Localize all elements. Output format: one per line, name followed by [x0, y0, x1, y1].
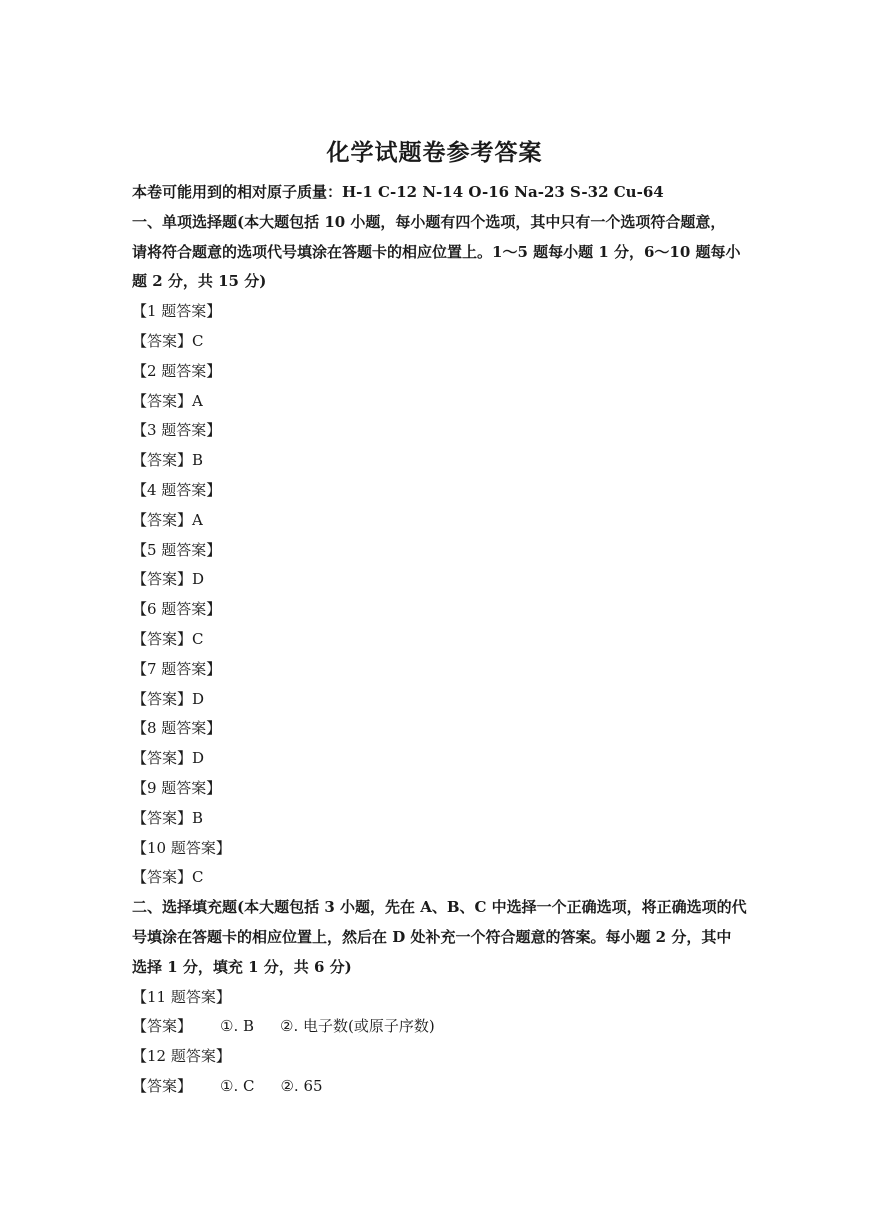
- question-answer: 【答案】C: [132, 629, 204, 648]
- question-answer: 【答案】D: [132, 570, 205, 589]
- answer-label: 【答案】: [132, 1017, 193, 1036]
- answer-part-1: ①. C: [220, 1076, 255, 1095]
- question-answer: 【答案】A: [132, 510, 203, 529]
- question-header: 【7 题答案】: [132, 659, 222, 678]
- answer-part-2: ②. 电子数(或原子序数): [280, 1017, 435, 1036]
- question-header: 【11 题答案】: [132, 987, 231, 1006]
- question-header: 【9 题答案】: [132, 778, 222, 797]
- question-header: 【8 题答案】: [132, 719, 222, 738]
- question-answer: [132, 1012, 742, 1042]
- answer-part-2: ②. 65: [280, 1076, 323, 1095]
- question-header: 【1 题答案】: [132, 302, 222, 321]
- question-header: 【4 题答案】: [132, 480, 222, 499]
- section2-instructions-line1: 二、选择填充题(本大题包括 3 小题，先在 A、B、C 中选择一个正确选项，将正确选项的代: [132, 898, 747, 917]
- question-answer: 【答案】B: [132, 808, 204, 827]
- section1-instructions-line1: 一、单项选择题(本大题包括 10 小题，每小题有四个选项，其中只有一个选项符合题意，: [132, 212, 726, 231]
- section2-instructions-line3: 选择 1 分，填充 1 分，共 6 分): [132, 957, 352, 976]
- question-header: 【3 题答案】: [132, 421, 222, 440]
- atomic-mass-note: 本卷可能用到的相对原子质量：H-1 C-12 N-14 O-16 Na-23 S-32 Cu-64: [132, 183, 664, 201]
- question-answer: 【答案】C: [132, 331, 204, 350]
- question-answer: 【答案】A: [132, 391, 203, 410]
- question-header: 【12 题答案】: [132, 1047, 231, 1066]
- question-answer: 【答案】D: [132, 689, 205, 708]
- question-header: 【5 题答案】: [132, 540, 222, 559]
- question-answer: [132, 1072, 742, 1102]
- page-title: 化学试题卷参考答案: [326, 139, 543, 166]
- section2-instructions-line2: 号填涂在答题卡的相应位置上，然后在 D 处补充一个符合题意的答案。每小题 2 分，其中: [132, 927, 732, 946]
- question-answer: 【答案】C: [132, 868, 204, 887]
- document-body: [132, 178, 747, 1102]
- question-answer: 【答案】D: [132, 749, 205, 768]
- question-header: 【10 题答案】: [132, 838, 231, 857]
- answer-part-1: ①. B: [220, 1017, 255, 1036]
- section1-instructions-line2: 请将符合题意的选项代号填涂在答题卡的相应位置上。1～5 题每小题 1 分，6～10 题每小: [132, 242, 741, 261]
- section1-instructions-line3: 题 2 分，共 15 分): [132, 272, 267, 291]
- question-header: 【6 题答案】: [132, 600, 222, 619]
- answer-label: 【答案】: [132, 1076, 193, 1095]
- question-header: 【2 题答案】: [132, 361, 222, 380]
- question-answer: 【答案】B: [132, 451, 204, 470]
